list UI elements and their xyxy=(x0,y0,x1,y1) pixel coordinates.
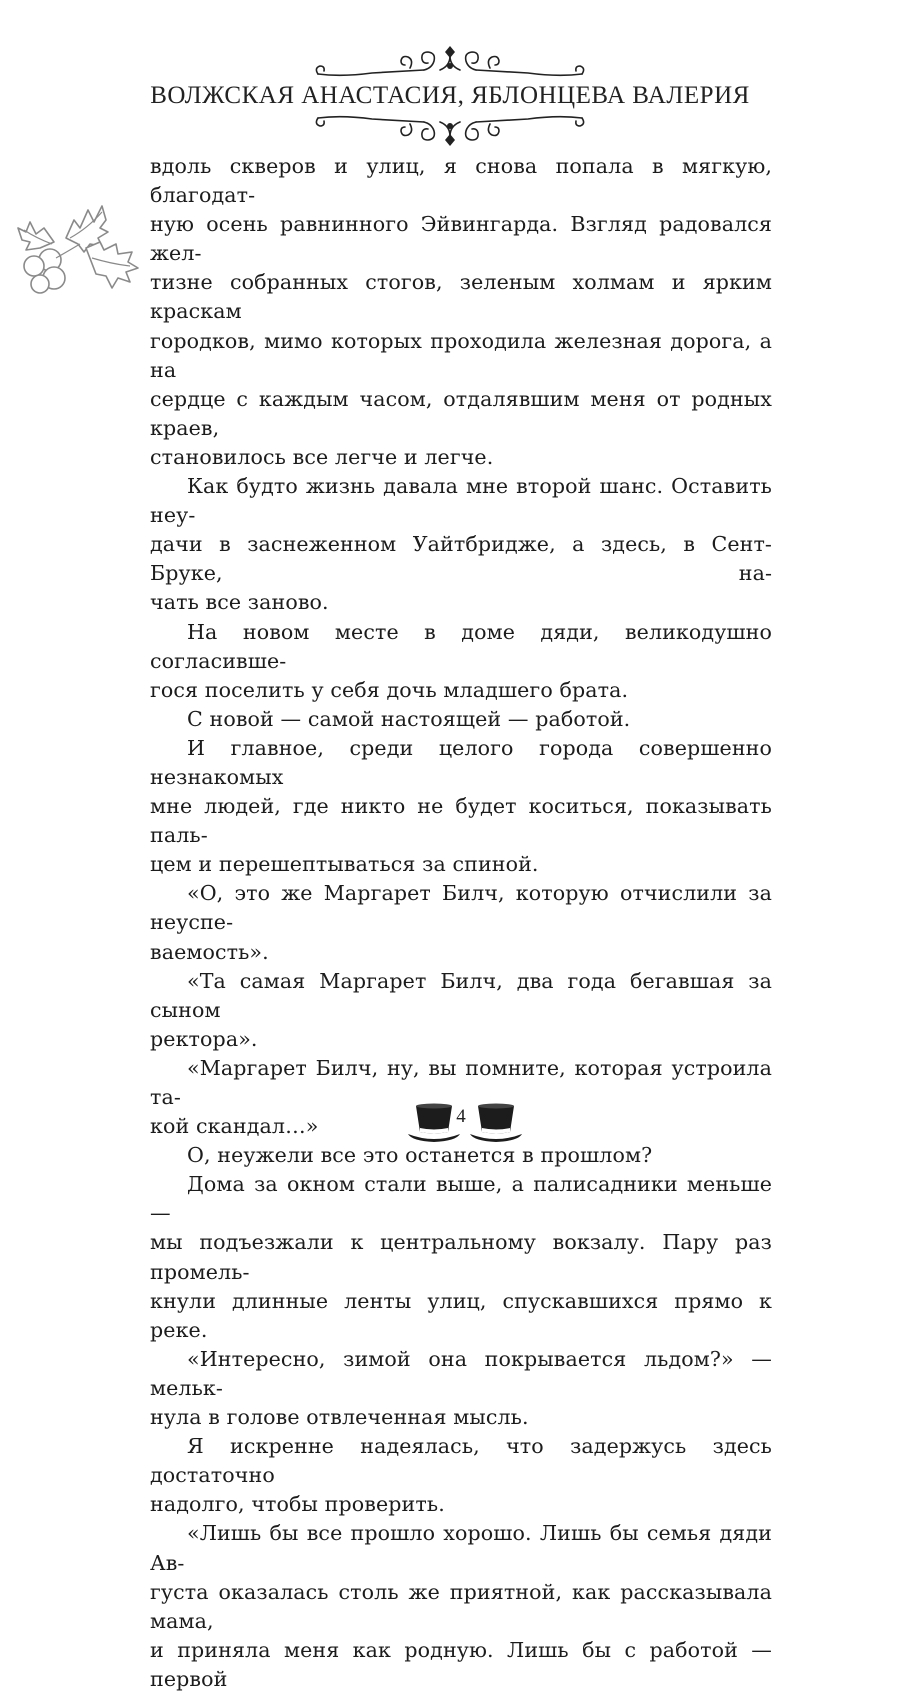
text-line: «Маргарет Билч, ну, вы помните, которая устроила та- xyxy=(150,1055,772,1109)
text-line: И главное, среди целого города совершенно незнакомых xyxy=(150,735,772,789)
text-line: мы подъезжали к центральному вокзалу. Пару раз промель- xyxy=(150,1230,772,1284)
text-line: и приняла меня как родную. Лишь бы с работой — первой xyxy=(150,1637,772,1691)
holly-icon xyxy=(14,198,142,298)
page-footer xyxy=(0,1098,900,1148)
scroll-ornament-icon xyxy=(312,44,588,80)
running-title: ВОЛЖСКАЯ АНАСТАСИЯ, ЯБЛОНЦЕВА ВАЛЕРИЯ xyxy=(150,82,750,109)
text-line: дачи в заснеженном Уайтбридже, а здесь, в Сент-Бруке, на- xyxy=(150,532,772,586)
text-line: ваемость». xyxy=(150,939,269,964)
text-line: «Интересно, зимой она покрывается льдом?» — мельк- xyxy=(150,1346,772,1400)
text-line: сердце с каждым часом, отдалявшим меня от родных краев, xyxy=(150,386,772,440)
text-line: О, неужели все это останется в прошлом? xyxy=(187,1143,653,1168)
text-line: ную осень равнинного Эйвингарда. Взгляд радовался жел- xyxy=(150,212,772,266)
text-line: городков, мимо которых проходила железная дорога, а на xyxy=(150,328,772,382)
text-line: ректора». xyxy=(150,1026,258,1051)
text-line: Я искренне надеялась, что задержусь здесь достаточно xyxy=(150,1434,772,1488)
body-text xyxy=(150,152,772,1694)
text-line: «Та самая Маргарет Билч, два года бегавшая за сыном xyxy=(150,968,772,1022)
text-line: цем и перешептываться за спиной. xyxy=(150,852,539,877)
text-line: С новой — самой настоящей — работой. xyxy=(187,706,631,731)
page-number: 4 xyxy=(456,1106,466,1127)
running-head xyxy=(0,0,900,140)
text-line: гося поселить у себя дочь младшего брата. xyxy=(150,677,629,702)
text-line: На новом месте в доме дяди, великодушно согласившe- xyxy=(150,619,772,673)
text-line: нула в голове отвлеченная мысль. xyxy=(150,1405,529,1430)
text-line: чать все заново. xyxy=(150,590,329,615)
top-hat-icon xyxy=(468,1102,524,1142)
text-line: Дома за окном стали выше, а палисадники меньше — xyxy=(150,1172,772,1226)
text-line: густа оказалась столь же приятной, как рассказывала мама, xyxy=(150,1579,772,1633)
text-line: вдоль скверов и улиц, я снова попала в мягкую, благодат- xyxy=(150,154,772,208)
text-line: надолго, чтобы проверить. xyxy=(150,1492,445,1517)
text-line: кнули длинные ленты улиц, спускавшихся прямо к реке. xyxy=(150,1288,772,1342)
scroll-ornament-icon xyxy=(312,112,588,148)
text-line: «О, это же Маргарет Билч, которую отчислили за неуспе- xyxy=(150,881,772,935)
text-line: тизне собранных стогов, зеленым холмам и ярким краскам xyxy=(150,270,772,324)
text-line: кой скандал…» xyxy=(150,1114,319,1139)
text-line: становилось все легче и легче. xyxy=(150,444,494,469)
text-line: Как будто жизнь давала мне второй шанс. Оставить неу- xyxy=(150,474,772,528)
text-line: мне людей, где никто не будет коситься, показывать паль- xyxy=(150,794,772,848)
text-line: «Лишь бы все прошло хорошо. Лишь бы семья дяди Ав- xyxy=(150,1521,772,1575)
